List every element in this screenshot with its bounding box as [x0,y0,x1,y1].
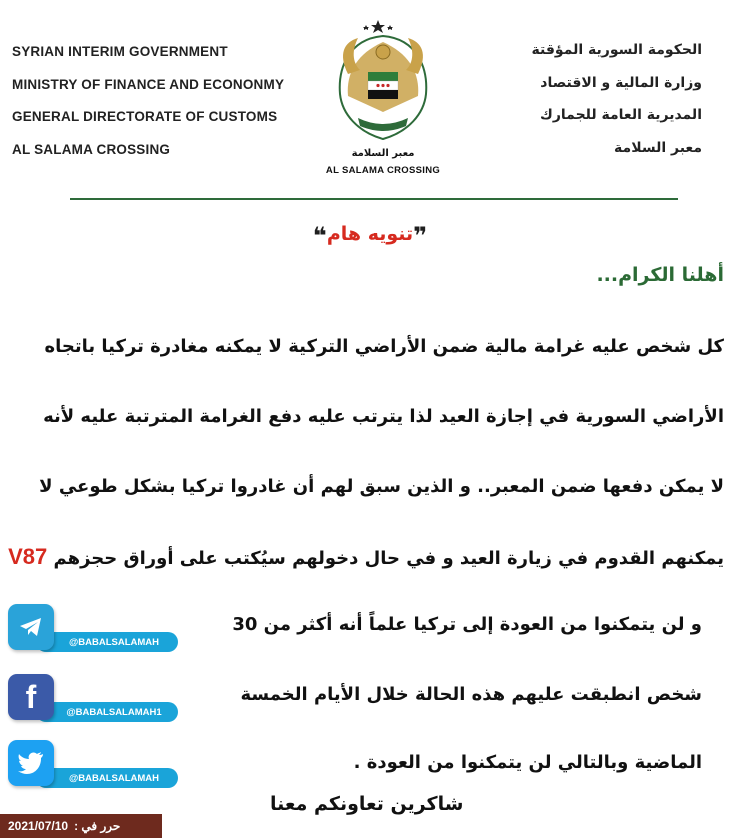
header-ar-line-2: وزارة المالية و الاقتصاد [540,75,702,91]
body-line-4-text: يمكنهم القدوم في زيارة العيد و في حال دخولهم سيُكتب على أوراق حجزهم [53,548,724,569]
header-en-line-3: GENERAL DIRECTORATE OF CUSTOMS [12,109,278,124]
body-line-7: الماضية وبالتالي لن يتمكنوا من العودة . [353,752,702,773]
date-label: حرر في : [74,819,121,833]
header-en-line-2: MINISTRY OF FINANCE AND ECONONMY [12,77,285,92]
body-line-1: كل شخص عليه غرامة مالية ضمن الأراضي التركية لا يمكنه مغادرة تركيا باتجاه [44,336,724,357]
header-ar-line-4: معبر السلامة [614,140,702,156]
body-line-3: لا يمكن دفعها ضمن المعبر.. و الذين سبق لهم أن غادروا تركيا بشكل طوعي لا [39,476,724,497]
logo-caption-en: AL SALAMA CROSSING [325,165,441,176]
v87-code: V87 [8,544,48,569]
header-en-line-4: AL SALAMA CROSSING [12,142,171,157]
body-line-5: و لن يتمكنوا من العودة إلى تركيا علماً أنه أكثر من 30 [232,614,702,635]
date-bar [0,814,162,838]
facebook-handle[interactable]: @BABALSALAMAH1 [36,702,178,722]
open-quote: ❞ [413,222,428,250]
facebook-icon[interactable]: f [8,674,54,720]
logo-caption-ar: معبر السلامة [351,148,415,159]
telegram-icon[interactable] [8,604,54,650]
social-facebook[interactable] [8,674,178,732]
header-ar-line-1: الحكومة السورية المؤقتة [531,42,702,58]
telegram-handle[interactable]: @BABALSALAMAH [36,632,178,652]
body-line-6: شخص انطبقت عليهم هذه الحالة خلال الأيام الخمسة [240,684,702,705]
twitter-handle[interactable]: @BABALSALAMAH [36,768,178,788]
twitter-icon[interactable] [8,740,54,786]
date-value: 2021/07/10 [8,819,69,833]
social-twitter[interactable] [8,740,178,798]
body-line-4 [8,544,724,570]
notice-title [0,222,740,250]
header-divider [70,198,678,200]
closing-thanks: شاكرين تعاونكم معنا [270,793,464,815]
notice-title-text: تنويه هام [326,223,414,245]
body-line-2: الأراضي السورية في إجازة العيد لذا يترتب عليه دفع الغرامة المترتبة عليه لأنه [43,406,724,427]
close-quote: ❝ [312,222,327,250]
header-en-line-1: SYRIAN INTERIM GOVERNMENT [12,44,228,59]
header-ar-line-3: المديرية العامة للجمارك [540,107,702,123]
social-telegram[interactable] [8,604,178,662]
greeting: أهلنا الكرام... [596,264,724,286]
